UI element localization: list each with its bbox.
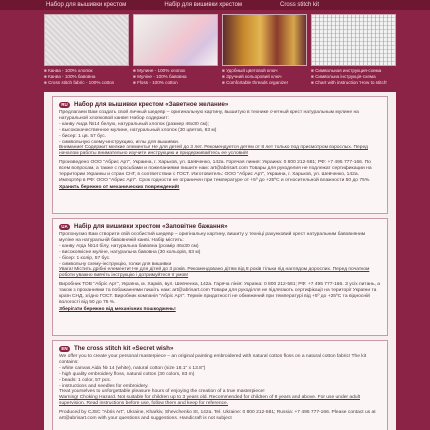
canvas-photo	[44, 14, 129, 66]
section-body	[59, 232, 381, 306]
kit-item: - канву Аїда №14 білу, натуральна бавовна (розмір 46х30 см)	[59, 243, 199, 249]
warning-text: Увага! Містить дрібні елементи! Не для дітей до 3 років. Рекомендовано дітям від 8 років тільки під наглядом дорослих. Перед початком роботи уважно вивчіть інструкцію і дотримуйтеся її умов!	[59, 267, 370, 279]
kit-item: - високоякісне муліне, натуральна бавовна (30 кольорів, 83 м)	[59, 249, 201, 255]
manufacturer-text: Produced by CJSC "Abris Art", Ukraine, Kharkiv, Shevchenko St, 142a. Tel. Ukraine: 0 800 212-581; Russia: +7 495 777-166. Please contact us at art@abrisart.com with your questions and suggestions. Handicraft is not subject	[59, 410, 376, 422]
kit-item: - beads: 1 color, 57 pcs.	[59, 377, 111, 383]
photo-captions	[44, 68, 396, 90]
section-title: The cross stitch kit «Secret wish»	[74, 345, 174, 352]
tagline-text: Treat yourselves to unforgettable pleasure hours of enjoying the creation of a true masterpiece!	[59, 389, 265, 395]
kit-item: - символьную схему-инструкцию, иглы для вышивки.	[59, 139, 180, 145]
storage-caution: Хранить бережно от механических повреждений!	[59, 184, 180, 190]
kit-item: - white canvas Aida № 14 (white), natural cotton (size 18.1" x 13.8")	[59, 365, 206, 371]
kit-item: - бисер: 1 цв. 57 бус.	[59, 133, 107, 139]
caption-line: ■ Comfortable threads organizer	[222, 80, 307, 86]
warning-text: Warning! Choking Hazard. Not suitable for children up to 3 years old. Recommended for children of 8 years and above. For use under adult supervision. Read instructions before use, follow them and keep for reference.	[59, 395, 361, 407]
kit-item: - бісер: 1 колір, 57 бус.	[59, 255, 111, 261]
language-badge: EN	[59, 346, 70, 352]
top-strip-label-ua: Набір для вишивки хрестом	[164, 2, 243, 8]
description-panel	[44, 92, 396, 430]
organizer-photo	[222, 14, 307, 66]
section-header	[59, 101, 381, 108]
section-body	[59, 354, 381, 422]
section-title: Набор для вышивки крестом «Заветное желание»	[74, 101, 229, 108]
warning-text: Внимание! Содержит мелкие элементы! Не для детей до 3 лет. Рекомендуется детям от 8 лет только под присмотром взрослых. Перед началом работы внимательно изучите инструкцию и придерживайтесь ее условий!	[59, 145, 368, 157]
top-strip-label-en: Cross stitch kit	[280, 2, 320, 8]
caption-line: ■ Chart with instruction 'How to stitch'	[311, 80, 396, 86]
caption-line: ■ Удобный цветовой ключ	[222, 68, 307, 74]
caption-line: ■ Канва - 100% хлопок	[44, 68, 129, 74]
top-strip-label-ru: Набор для вышивки крестом	[46, 2, 127, 8]
manufacturer-text: Виробник ТОВ "Абріс Арт", Україна, м. Харків, вул. Шевченка, 142а. Гаряча лінія: Україна: 0 800 212-581; РФ: +7 495 777-166. З усіх питань, а також з проханнями та побажаннями пишіть нам: art@abrisart.com Товари для рукоділля не підлягають сертифікації на території України та країн СНД, згідно ГОСТ. Виробник компанія "Абріс Арт". Термін придатності не обмежений при температурі від +5º до +25ºС та відносній вологості від 50 до 75 %.	[59, 282, 380, 305]
caption-line: ■ Муліне - 100% бавовна	[133, 74, 218, 80]
caption-line: ■ Символьная инструкция-схема	[311, 68, 396, 74]
caption-canvas	[44, 68, 129, 90]
product-photos	[44, 14, 396, 66]
section-ua	[52, 218, 388, 336]
top-strip	[0, 0, 430, 10]
chart-photo	[311, 14, 396, 66]
caption-line: ■ Floss - 100% cotton	[133, 80, 218, 86]
caption-floss	[133, 68, 218, 90]
section-title: Набір для вишивки хрестом «Заповітне бажання»	[74, 223, 228, 230]
kit-item: - high quality embroidery floss, natural cotton (30 colors, 83 m)	[59, 371, 195, 377]
kit-item: - канву Аида №14 белую, натуральный хлопок (размер 46х30 см);	[59, 121, 209, 127]
intro-text: Пропонуємо Вам створити свій особистий шедевр – оригінальну картину, вишиту у техніці рахунковий хрест натуральним бавовняним муліне на натуральній бавовняній канві. Набір містить:	[59, 232, 366, 243]
caption-line: ■ Канва - 100% бавовна	[44, 74, 129, 80]
caption-line: ■ Cross stitch fabric - 100% cotton	[44, 80, 129, 86]
intro-text: We offer you to create your personal masterpiece – an original painting embroidered with natural cotton floss on a natural cotton fabric! The kit contains:	[59, 354, 367, 365]
intro-text: Предлагаем Вам создать свой личный шедевр – оригинальную картину, вышитую в технике счетный крест натуральным мулине на натуральной хлопковой канве! Набор содержит:	[59, 110, 359, 121]
caption-line: ■ Символьна інструкція-схема	[311, 74, 396, 80]
section-en	[52, 340, 388, 430]
language-badge: RU	[59, 102, 70, 108]
section-body	[59, 110, 381, 184]
language-badge: UA	[59, 224, 70, 230]
caption-line: ■ Мулине - 100% хлопок	[133, 68, 218, 74]
section-header	[59, 345, 381, 352]
section-ru	[52, 96, 388, 214]
storage-caution: Зберігати бережно від механічних пошкоджень!	[59, 306, 176, 312]
kit-item: - высококачественное мулине, натуральный хлопок (30 цветов, 83 м)	[59, 127, 217, 133]
caption-chart	[311, 68, 396, 90]
kit-item: - символьну схему-інструкцію, голки для вишивки	[59, 261, 172, 267]
kit-item: - instructions and needles for embroidery.	[59, 383, 149, 389]
section-header	[59, 223, 381, 230]
manufacturer-text: Произведено ООО "Абрис Арт", Украина, г. Харьков, ул. Шевченко, 142а. Горячая линия: Украина: 0 800 212-581; РФ: +7 495 777-166. По всем вопросам, а также с просьбами и пожеланиями пишите нам: art@abrisart.com Товары для рукоделия не подлежат сертификации на территории Украины и стран СНГ, в соответствии с ГОСТ. Изготовитель: ООО "Абрис Арт", Украина, г. Харьков, ул. Шевченко, 142а. Импортёр в РФ: ООО "Абрис Арт". Срок годности не ограничен при температуре от +5º до +25ºС и относительной влажности 50 до 75%.	[59, 160, 372, 183]
caption-organizer	[222, 68, 307, 90]
caption-line: ■ Зручний кольоровий ключ	[222, 74, 307, 80]
floss-photo	[133, 14, 218, 66]
